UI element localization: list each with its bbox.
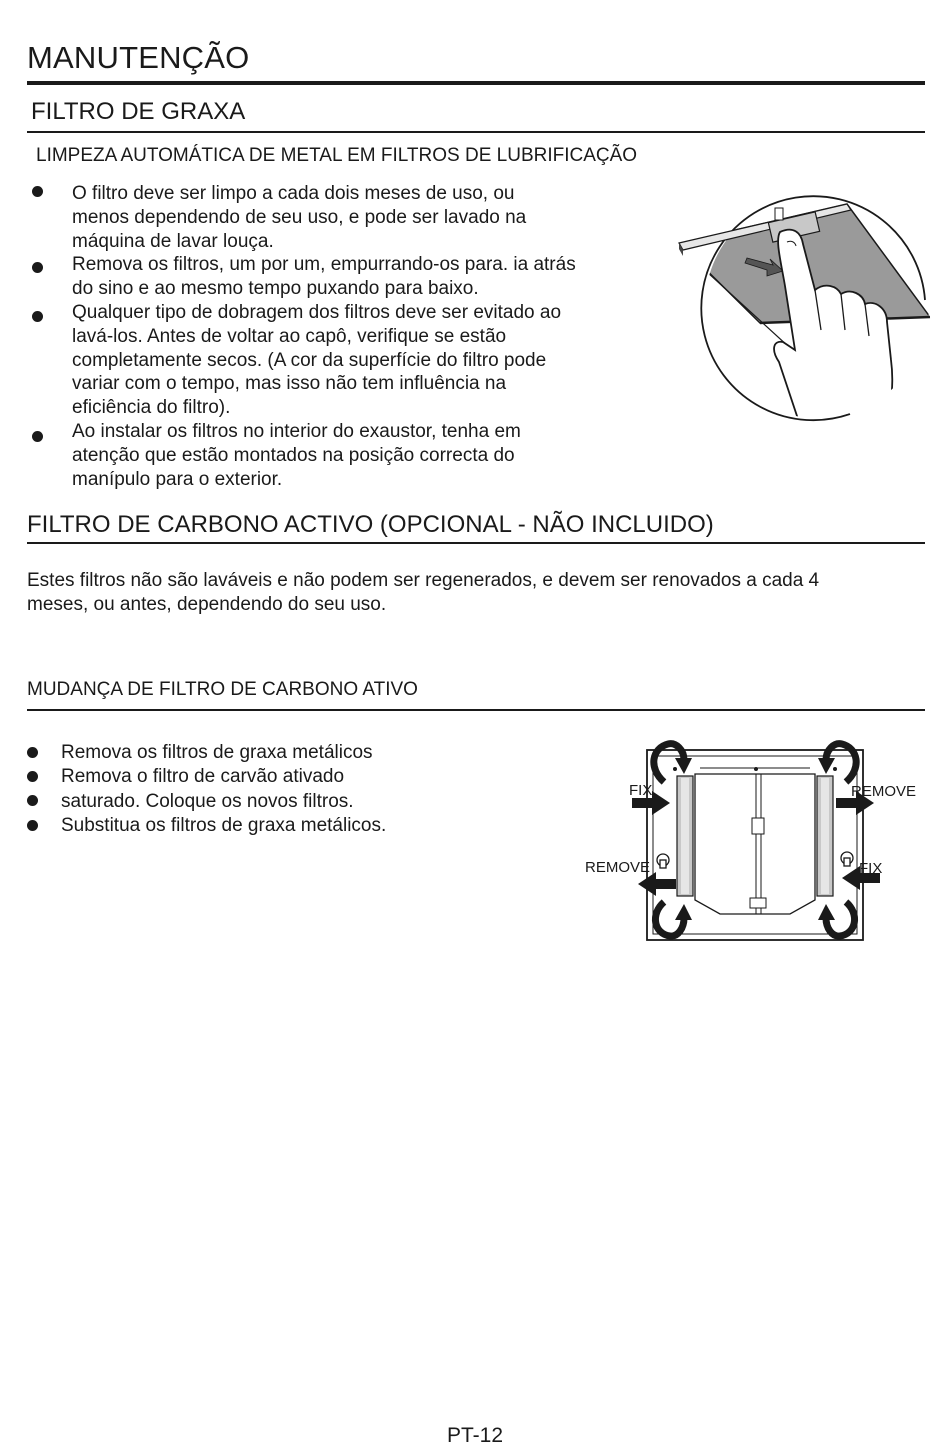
list-item-line: Qualquer tipo de dobragem dos filtros deve ser evitado ao xyxy=(72,302,562,323)
page-title: MANUTENÇÃO xyxy=(27,40,250,75)
bullet-dot xyxy=(27,747,38,758)
list-item-line: do sino e ao mesmo tempo puxando para baixo. xyxy=(72,277,479,299)
bullet-dot xyxy=(32,311,43,322)
grease-filter-divider xyxy=(27,131,925,133)
list-item-line: completamente secos. (A cor da superfície do filtro pode xyxy=(72,349,547,371)
list-item-line: eficiência do filtro). xyxy=(72,397,231,419)
carbon-filter-description xyxy=(27,569,927,617)
carbon-filter-heading: FILTRO DE CARBONO ACTIVO (OPCIONAL - NÃO INCLUIDO) xyxy=(27,511,714,538)
description-line: meses, ou antes, dependendo do seu uso. xyxy=(27,593,387,615)
label-remove-left: REMOVE xyxy=(585,859,651,876)
label-remove-right: REMOVE xyxy=(851,783,917,800)
carbon-change-heading: MUDANÇA DE FILTRO DE CARBONO ATIVO xyxy=(27,679,418,700)
bullet-dot xyxy=(32,262,43,273)
list-item: saturado. Coloque os novos filtros. xyxy=(61,791,354,812)
label-fix-left: FIX xyxy=(629,782,653,799)
carbon-filter-right xyxy=(817,776,833,896)
grease-filter-heading: FILTRO DE GRAXA xyxy=(31,98,246,125)
list-item-line: atenção que estão montados na posição correcta do xyxy=(72,444,515,466)
bullet-dot xyxy=(32,186,43,197)
description-line: Estes filtros não são laváveis e não podem ser regenerados, e devem ser renovados a cada 4 xyxy=(27,570,820,591)
list-item xyxy=(72,253,576,301)
carbon-filter-diagram xyxy=(580,738,925,948)
list-item-line: Ao instalar os filtros no interior do exaustor, tenha em xyxy=(72,421,521,442)
list-item-line: O filtro deve ser limpo a cada dois meses de uso, ou xyxy=(72,183,515,204)
bullet-dot xyxy=(27,771,38,782)
list-item xyxy=(72,182,526,253)
carbon-filter-left xyxy=(677,776,693,896)
list-item xyxy=(72,301,561,420)
hand-pressing-filter-illustration xyxy=(675,190,935,430)
bullet-dot xyxy=(27,820,38,831)
carbon-filter-divider xyxy=(27,542,925,544)
list-item: Remova os filtros de graxa metálicos xyxy=(61,742,373,763)
list-item-line: manípulo para o exterior. xyxy=(72,468,283,490)
page-number: PT-12 xyxy=(446,1424,504,1447)
title-divider xyxy=(27,81,925,85)
list-item-line: variar com o tempo, mas isso não tem influência na xyxy=(72,373,507,395)
list-item xyxy=(72,420,521,491)
grease-filter-subheading: LIMPEZA AUTOMÁTICA DE METAL EM FILTROS DE LUBRIFICAÇÃO xyxy=(36,145,638,166)
list-item-line: máquina de lavar louça. xyxy=(72,230,274,252)
list-item-line: menos dependendo de seu uso, e pode ser lavado na xyxy=(72,206,527,228)
list-item: Substitua os filtros de graxa metálicos. xyxy=(61,815,387,836)
carbon-change-divider xyxy=(27,709,925,711)
list-item: Remova o filtro de carvão ativado xyxy=(61,766,345,787)
bullet-dot xyxy=(32,431,43,442)
list-item-line: Remova os filtros, um por um, empurrando-os para. ia atrás xyxy=(72,254,576,275)
bullet-dot xyxy=(27,795,38,806)
label-fix-right: FIX xyxy=(859,860,883,877)
list-item-line: lavá-los. Antes de voltar ao capô, verifique se estão xyxy=(72,325,507,347)
